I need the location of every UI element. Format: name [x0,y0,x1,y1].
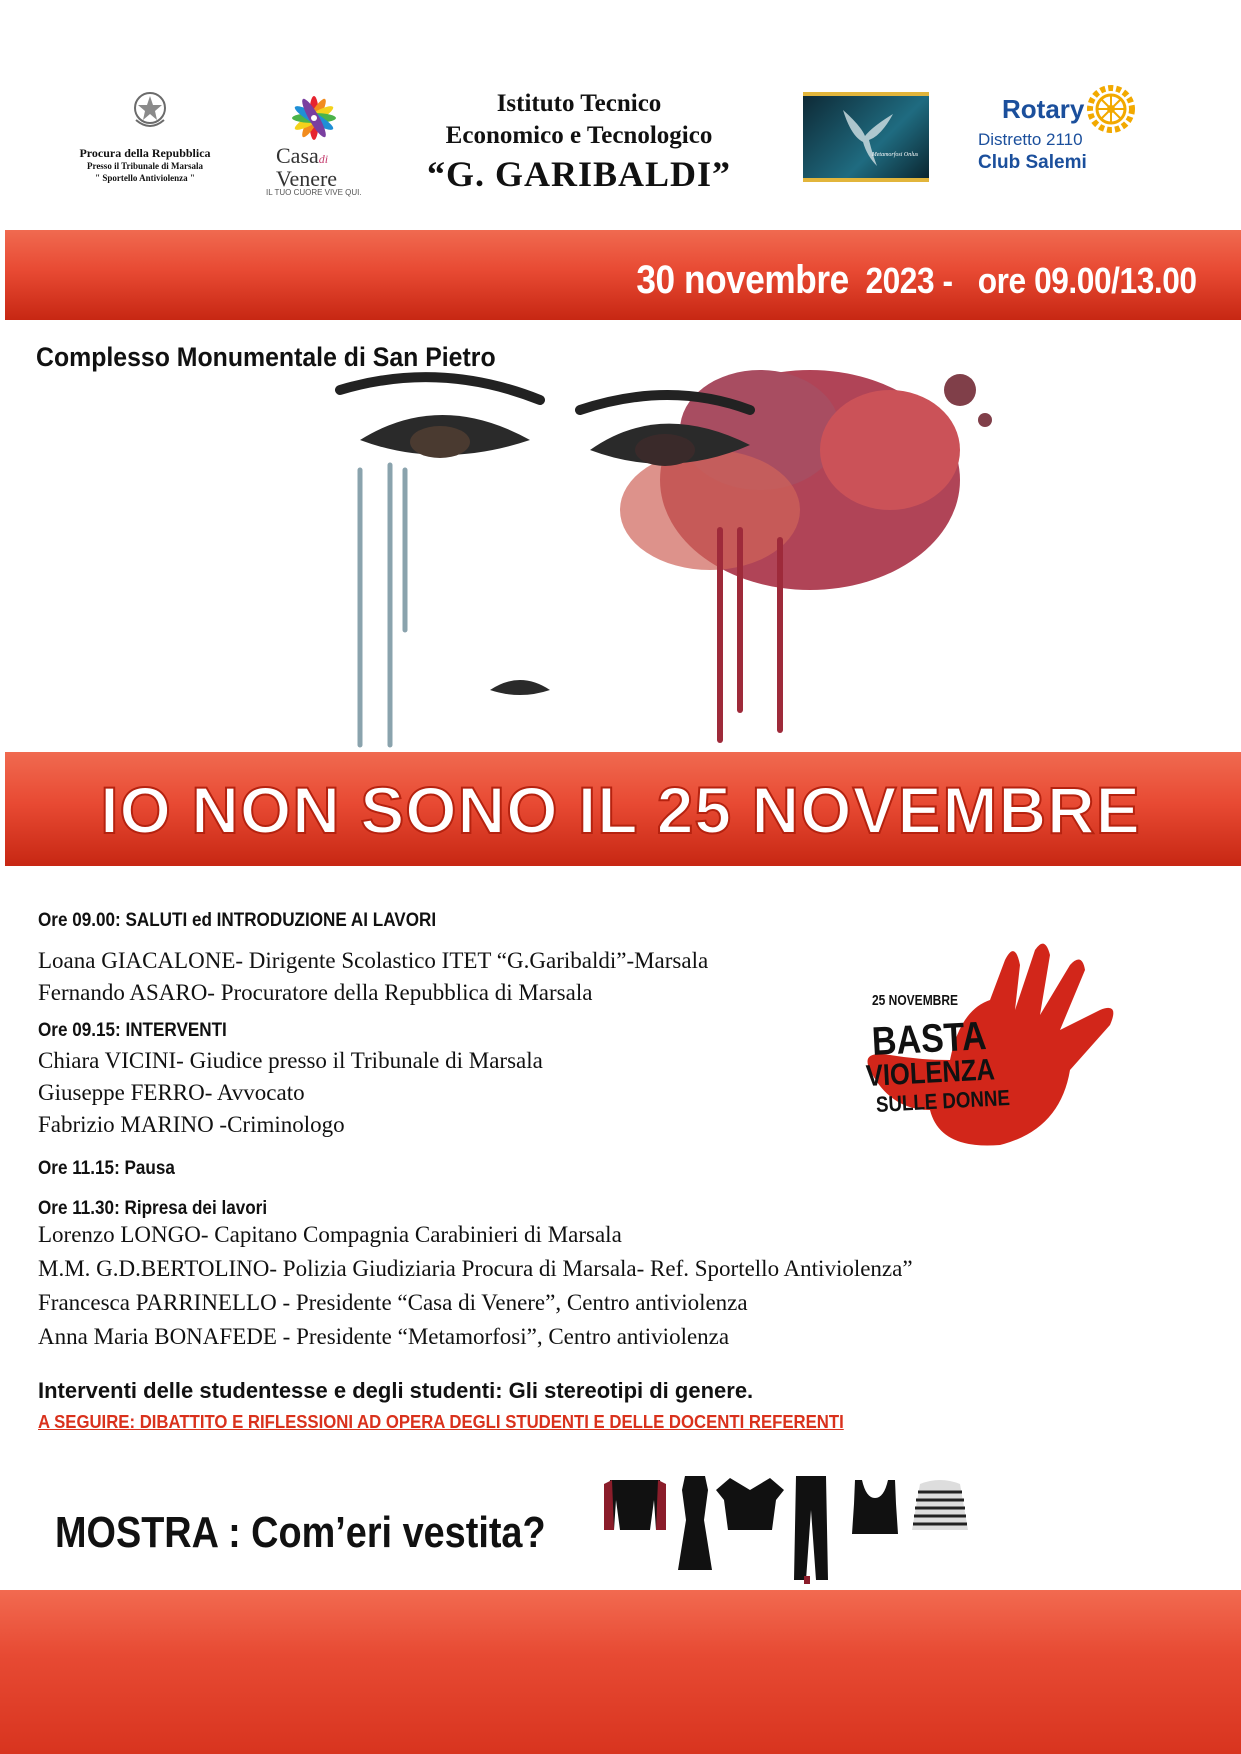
program-line: Fernando ASARO- Procuratore della Repubblica di Marsala [38,980,593,1005]
program-line: Anna Maria BONAFEDE - Presidente “Metamorfosi”, Centro antiviolenza [38,1324,730,1349]
casa-di-venere-logo [262,88,372,200]
event-hours: ore 09.00/13.00 [978,260,1197,301]
metamorfosi-logo [803,92,929,182]
rotary-name: Rotary [1002,94,1085,124]
rotary-club: Club Salemi [978,152,1087,173]
school-heading [400,88,758,196]
rotary-district: Distretto 2110 [978,130,1083,149]
program-section-heading: Ore 11.15: Pausa [38,1158,175,1179]
striped-shirt-icon [912,1480,968,1530]
italian-republic-emblem-icon [130,88,170,132]
basta-line-2: VIOLENZA [865,1053,996,1093]
butterfly-woman-icon [803,96,929,178]
event-title: IO NON SONO IL 25 NOVEMBRE [100,773,1141,847]
exhibition-title: MOSTRA : Com’eri vestita? [55,1508,546,1557]
program-line: Francesca PARRINELLO - Presidente “Casa di Venere”, Centro antiviolenza [38,1290,748,1315]
event-day: 30 novembre [636,258,850,302]
school-line-2: Economico e Tecnologico [445,122,713,149]
procura-line-2: " Sportello Antiviolenza " [95,173,195,183]
school-name: “G. GARIBALDI” [426,154,732,194]
casa-tagline: IL TUO CUORE VIVE QUI. [266,188,362,197]
basta-violenza-graphic [830,940,1160,1160]
basta-date: 25 NOVEMBRE [872,992,959,1009]
program-line: Loana GIACALONE- Dirigente Scolastico ITET “G.Garibaldi”-Marsala [38,948,709,973]
program-line: Fabrizio MARINO -Criminologo [38,1112,345,1137]
top-icon [716,1478,784,1530]
event-date [637,258,1197,303]
sweater-icon [604,1480,666,1530]
footer-banner [0,1590,1241,1754]
program-line: Lorenzo LONGO- Capitano Compagnia Carabinieri di Marsala [38,1222,622,1247]
event-venue: Complesso Monumentale di San Pietro [36,342,496,372]
casa-name-line-2: Venere [276,166,338,191]
procura-line-1: Presso il Tribunale di Marsala [86,161,203,171]
program-section-heading: Ore 11.30: Ripresa dei lavori [38,1198,268,1219]
casa-name-line-1: Casa [276,143,319,168]
trousers-icon [794,1476,828,1584]
program-section-heading: Ore 09.15: INTERVENTI [38,1020,227,1041]
follow-up-debate: A SEGUIRE: DIBATTITO E RIFLESSIONI AD OPERA DEGLI STUDENTI E DELLE DOCENTI REFERENTI [38,1412,844,1432]
event-year: 2023 - [865,260,954,301]
program-line: Giuseppe FERRO- Avvocato [38,1080,305,1105]
procura-subtitle [60,160,230,184]
program-line: Chiara VICINI- Giudice presso il Tribunale di Marsala [38,1048,543,1073]
procura-title: Procura della Repubblica [79,146,211,160]
rotary-logo [972,82,1142,182]
rotary-wheel-icon [1086,84,1136,134]
clothing-icons [600,1470,1000,1590]
tank-top-icon [852,1480,898,1534]
school-line-1: Istituto Tecnico [496,90,662,117]
basta-line-3: SULLE DONNE [875,1085,1011,1117]
program-section-heading: Ore 09.00: SALUTI ed INTRODUZIONE AI LAVORI [38,910,437,931]
program-line: M.M. G.D.BERTOLINO- Polizia Giudiziaria Procura di Marsala- Ref. Sportello Antiviolenza” [38,1256,913,1281]
casa-name-di: di [318,152,329,166]
metamorfosi-text: Metamorfosi Onlus [871,152,919,158]
students-interventions: Interventi delle studentesse e degli studenti: Gli stereotipi di genere. [38,1378,754,1403]
casa-di-venere-flower-icon [262,88,372,148]
basta-line-1: BASTA [870,1014,988,1064]
crying-face-artwork [240,330,1040,750]
dress-icon [678,1476,712,1570]
